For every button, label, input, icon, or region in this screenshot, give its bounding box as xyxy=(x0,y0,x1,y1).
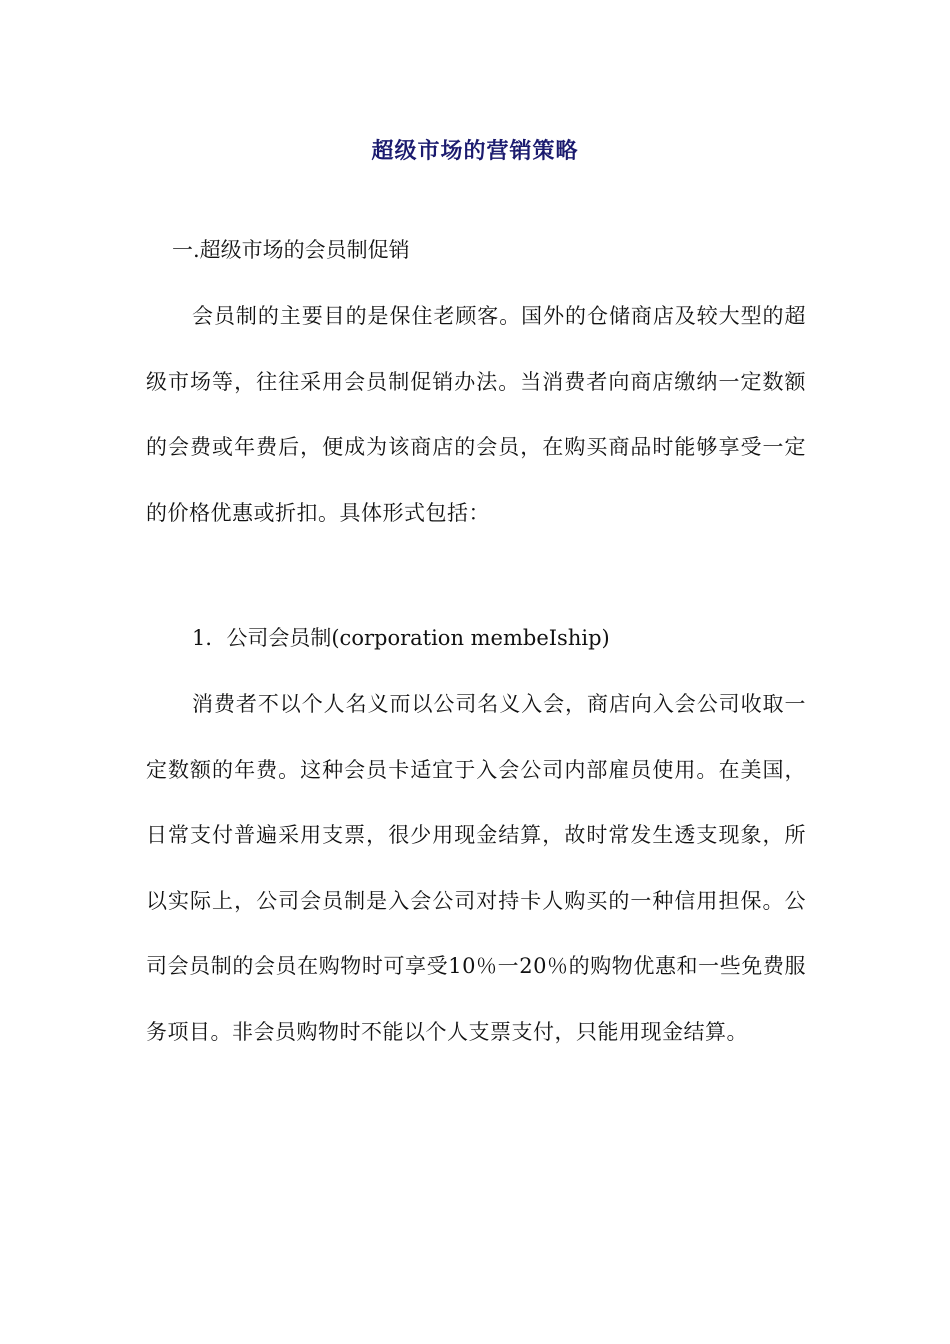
section-heading-membership-promotion: 一.超级市场的会员制促销 xyxy=(172,238,410,262)
subsection-heading-corporate-membership: 1．公司会员制(corporation membeIship) xyxy=(192,626,610,650)
document-title: 超级市场的营销策略 xyxy=(371,138,579,164)
section-paragraph-membership-overview: 会员制的主要目的是保住老顾客。国外的仓储商店及较大型的超级市场等，往往采用会员制促销办法。当消费者向商店缴纳一定数额的会费或年费后，便成为该商店的会员，在购买商品时能够享受一定的价格优惠或折扣。具体形式包括： xyxy=(146,304,806,525)
subsection-paragraph-corporate-membership: 消费者不以个人名义而以公司名义入会，商店向入会公司收取一定数额的年费。这种会员卡适宜于入会公司内部雇员使用。在美国，日常支付普遍采用支票，很少用现金结算，故时常发生透支现象，所以实际上，公司会员制是入会公司对持卡人购买的一种信用担保。公司会员制的会员在购物时可享受10％一20％的购物优惠和一些免费服务项目。非会员购物时不能以个人支票支付，只能用现金结算。 xyxy=(146,692,806,1044)
